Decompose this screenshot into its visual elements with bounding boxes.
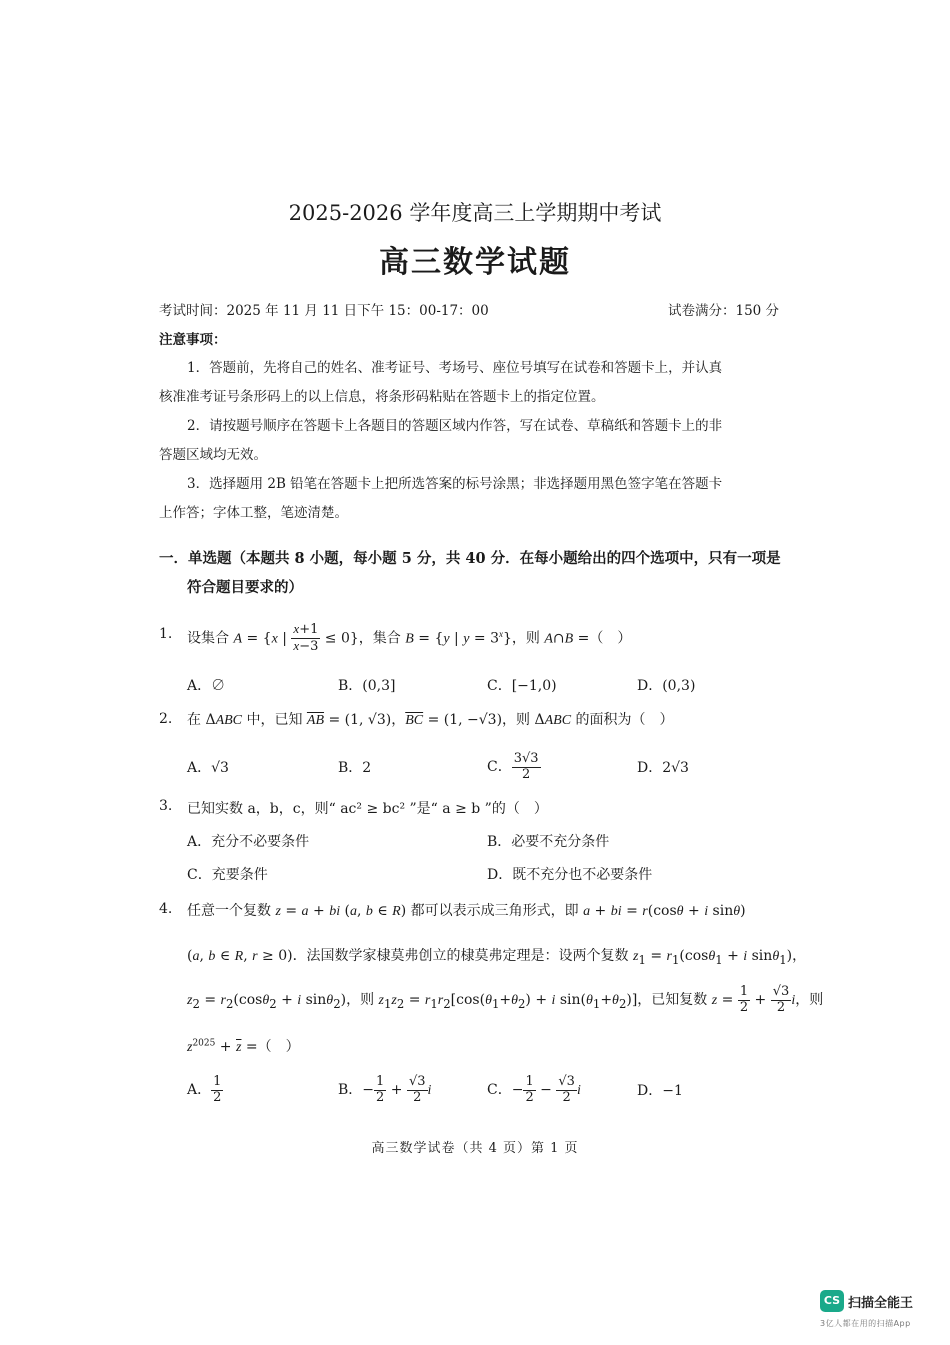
- scanner-app-name: 扫描全能王: [848, 1296, 914, 1311]
- notice-item-3-line-1: 3．选择题用 2B 铅笔在答题卡上把所选答案的标号涂黑；非选择题用黑色签字笔在答题卡: [187, 476, 723, 492]
- notice-item-3-line-2: 上作答；字体工整，笔迹清楚。: [159, 505, 348, 521]
- page-footer: 高三数学试卷（共 4 页）第 1 页: [371, 1141, 579, 1156]
- question-1-option-c: C．[−1,0): [487, 678, 557, 694]
- question-1-option-b: B．(0,3]: [338, 678, 396, 694]
- question-2-number: 2.: [159, 711, 173, 727]
- question-2-option-a: A．√3: [187, 760, 229, 776]
- question-4-stem-line-4: $z^{2025} + \overline{z}$ =（ ）: [187, 1038, 300, 1055]
- question-3-number: 3.: [159, 798, 173, 814]
- question-3-stem: 已知实数 a，b，c，则“ ac² ≥ bc² ”是“ a ≥ b ”的（ ）: [187, 801, 548, 817]
- question-1-option-d: D．(0,3): [637, 678, 696, 694]
- notice-item-2-line-1: 2．请按题号顺序在答题卡上各题目的答题区域内作答，写在试卷、草稿纸和答题卡上的非: [187, 418, 723, 434]
- question-4-option-a: A． $\frac{1}{2}$: [187, 1073, 222, 1105]
- question-4-stem-line-3: $z_2 = r_2(\cos\theta_2 + i$ sinθ$_2$)，则 $z_1z_2 = r_1r_2[\cos(\theta_1+\theta_2) + i$ $\sin(\theta_1+\theta_2)$]，已知复数 z = $\frac{1}{2}$ + $\frac{√3}{2}$ i，则: [187, 983, 824, 1015]
- question-2-option-b: B．2: [338, 760, 372, 776]
- question-3-option-c: C．充要条件: [187, 867, 268, 883]
- question-3-option-a: A．充分不必要条件: [187, 834, 310, 850]
- question-4-stem-line-1: 任意一个复数 z = a + bi (a, b ∈ R) 都可以表示成三角形式，即 a + bi = r(cosθ + i sinθ): [187, 903, 746, 919]
- section-heading-line-1: 一．单选题（本题共 8 小题，每小题 5 分，共 40 分．在每小题给出的四个选项中，只有一项是: [159, 550, 781, 567]
- notice-item-2-line-2: 答题区域均无效。: [159, 447, 267, 463]
- subject-title: 高三数学试题: [379, 245, 571, 280]
- question-2-option-d: D．2√3: [637, 760, 689, 776]
- question-4-option-c: C．− $\frac{1}{2}$ − $\frac{√3}{2}$ i: [487, 1073, 581, 1105]
- notice-item-1-line-2: 核准准考证号条形码上的以上信息，将条形码粘贴在答题卡上的指定位置。: [159, 389, 605, 405]
- question-4-number: 4.: [159, 901, 173, 917]
- question-1-number: 1.: [159, 626, 173, 642]
- scanner-logo-icon: CS: [820, 1290, 844, 1312]
- question-4-option-d: D．−1: [637, 1083, 683, 1099]
- notice-item-1-line-1: 1．答题前，先将自己的姓名、准考证号、考场号、座位号填写在试卷和答题卡上，并认真: [187, 360, 723, 376]
- scanner-tagline: 3亿人都在用的扫描App: [820, 1319, 911, 1328]
- question-2-stem: 在 ΔABC 中，已知 $\overline{AB} = (1$, √3)，$\overline{BC} = (1$, −√3)，则 ΔABC 的面积为（ ）: [187, 712, 674, 728]
- question-2-option-c: C． $\frac{3√3}{2}$: [487, 750, 539, 782]
- section-heading-line-2: 符合题目要求的）: [187, 579, 303, 596]
- question-1-option-a: A．∅: [187, 678, 226, 694]
- question-3-option-b: B．必要不充分条件: [487, 834, 610, 850]
- notice-heading: 注意事项：: [159, 332, 227, 348]
- exam-title: 2025-2026 学年度高三上学期期中考试: [288, 201, 662, 225]
- question-3-option-d: D．既不充分也不必要条件: [487, 867, 653, 883]
- exam-time: 考试时间：2025 年 11 月 11 日下午 15：00-17：00: [159, 303, 489, 319]
- question-4-stem-line-2: (a, b ∈ R, r ≥ 0)．法国数学家棣莫弗创立的棣莫弗定理是：设两个复数 $z_1 = r_1(\cos\theta_1 + i$ sinθ$_1$)，: [187, 948, 807, 967]
- question-4-option-b: B．− $\frac{1}{2}$ + $\frac{√3}{2}$ i: [338, 1073, 432, 1105]
- full-score: 试卷满分：150 分: [668, 303, 780, 319]
- question-1-stem: 设集合 A = {x | $\frac{x+1}{x-3}$ ≤ 0}，集合 B = {y | $y = 3^x$}，则 A∩B =（ ）: [187, 621, 632, 655]
